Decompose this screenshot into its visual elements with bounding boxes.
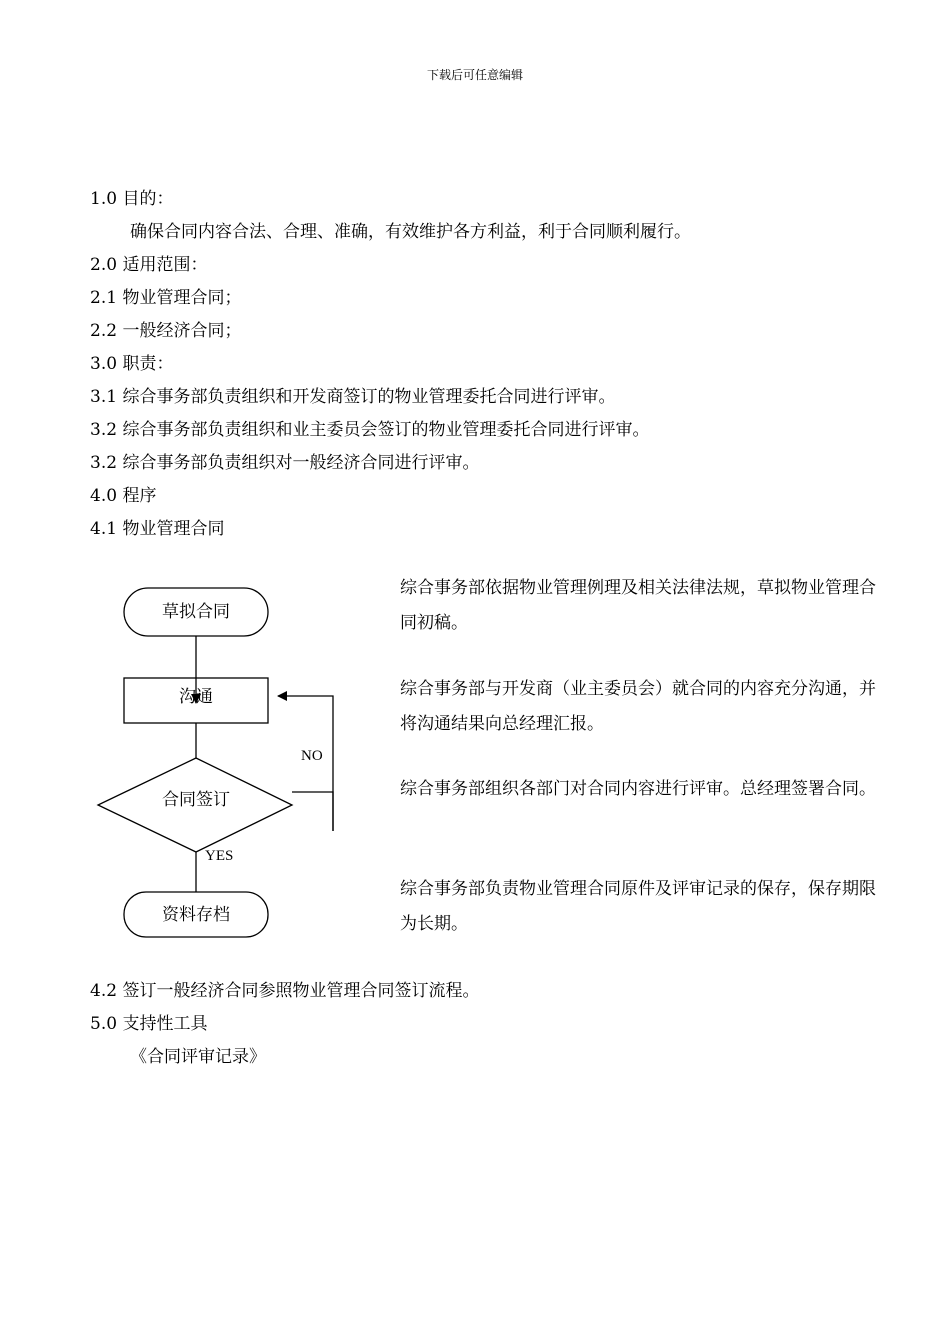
decision-label: 合同签订 <box>162 790 230 810</box>
section-5-heading: 5.0 支持性工具 <box>90 1014 208 1034</box>
purpose-text: 确保合同内容合法、合理、准确，有效维护各方利益，利于合同顺利履行。 <box>130 222 691 242</box>
flowchart-shapes <box>90 575 390 955</box>
section-2-heading: 2.0 适用范围： <box>90 255 208 275</box>
section-4-2-text: 4.2 签订一般经济合同参照物业管理合同签订流程。 <box>90 981 480 1001</box>
section-4-1-heading: 4.1 物业管理合同 <box>90 519 225 539</box>
closing-sections <box>90 975 870 1074</box>
duty-item-1: 3.1 综合事务部负责组织和开发商签订的物业管理委托合同进行评审。 <box>90 387 616 407</box>
support-tool-item: 《合同评审记录》 <box>130 1047 266 1067</box>
section-3-heading: 3.0 职责： <box>90 354 174 374</box>
duty-item-2: 3.2 综合事务部负责组织和业主委员会签订的物业管理委托合同进行评审。 <box>90 420 650 440</box>
step-description-3: 综合事务部组织各部门对合同内容进行评审。总经理签署合同。 <box>400 779 876 799</box>
step-description-1: 综合事务部依据物业管理例理及相关法律法规，草拟物业管理合同初稿。 <box>400 578 876 633</box>
yes-label: YES <box>205 848 234 864</box>
scope-item-2: 2.2 一般经济合同； <box>90 321 242 341</box>
step-description-2: 综合事务部与开发商（业主委员会）就合同的内容充分沟通，并将沟通结果向总经理汇报。 <box>400 679 876 734</box>
flowchart <box>90 575 390 955</box>
no-label: NO <box>301 748 323 764</box>
start-label: 草拟合同 <box>162 602 230 622</box>
page-header: 下载后可任意编辑 <box>426 68 523 82</box>
process-label: 沟通 <box>179 687 213 707</box>
scope-item-1: 2.1 物业管理合同； <box>90 288 242 308</box>
duty-item-3: 3.2 综合事务部负责组织对一般经济合同进行评审。 <box>90 453 480 473</box>
no-loop-connector <box>292 792 333 831</box>
step-description-4: 综合事务部负责物业管理合同原件及评审记录的保存，保存期限为长期。 <box>400 879 876 934</box>
body-sections <box>90 183 870 546</box>
end-label: 资料存档 <box>162 905 230 925</box>
section-1-heading: 1.0 目的： <box>90 189 174 209</box>
section-4-heading: 4.0 程序 <box>90 486 157 506</box>
